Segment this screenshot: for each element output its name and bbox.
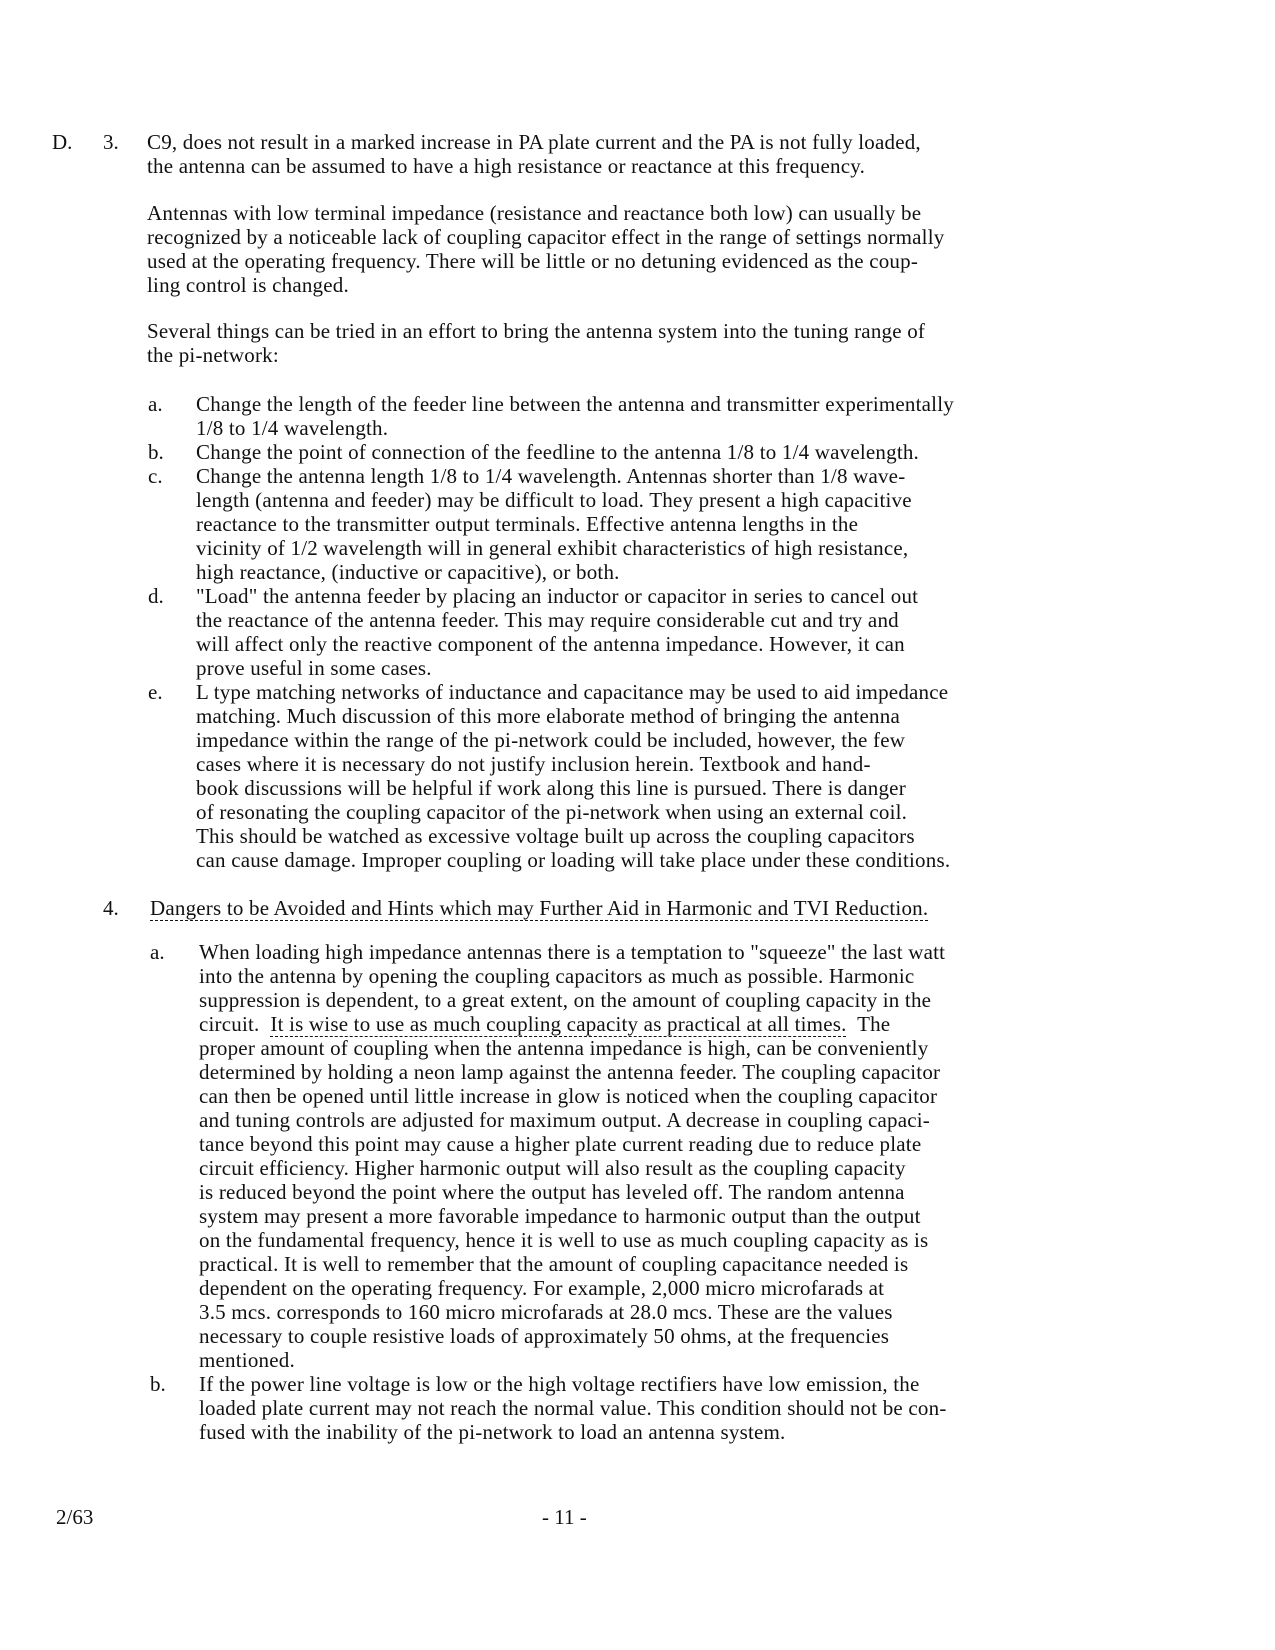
item-number: 4. bbox=[103, 896, 119, 920]
text-line: When loading high impedance antennas there is a temptation to "squeeze" the last watt bbox=[199, 940, 946, 964]
text-line: Change the antenna length 1/8 to 1/4 wavelength. Antennas shorter than 1/8 wave- bbox=[196, 464, 906, 488]
text-line: system may present a more favorable impedance to harmonic output than the output bbox=[199, 1204, 921, 1228]
text-line: practical. It is well to remember that the amount of coupling capacitance needed is bbox=[199, 1252, 909, 1276]
text-line: necessary to couple resistive loads of approximately 50 ohms, at the frequencies bbox=[199, 1324, 890, 1348]
text-fragment: The bbox=[846, 1012, 891, 1036]
section-heading: Dangers to be Avoided and Hints which may Further Aid in Harmonic and TVI Reduction. bbox=[150, 896, 929, 920]
text-line: suppression is dependent, to a great extent, on the amount of coupling capacity in the bbox=[199, 988, 932, 1012]
list-label: a. bbox=[148, 392, 163, 416]
text-line: reactance to the transmitter output terminals. Effective antenna lengths in the bbox=[196, 512, 859, 536]
text-line: recognized by a noticeable lack of coupling capacitor effect in the range of settings normally bbox=[147, 225, 945, 249]
text-line: book discussions will be helpful if work along this line is pursued. There is danger bbox=[196, 776, 906, 800]
list-label: c. bbox=[148, 464, 163, 488]
text-line: impedance within the range of the pi-network could be included, however, the few bbox=[196, 728, 906, 752]
text-line: the antenna can be assumed to have a high resistance or reactance at this frequency. bbox=[147, 154, 866, 178]
text-fragment: circuit. bbox=[199, 1012, 271, 1036]
text-line-underlined bbox=[199, 1012, 890, 1036]
text-line: can then be opened until little increase in glow is noticed when the coupling capacitor bbox=[199, 1084, 938, 1108]
text-line: circuit efficiency. Higher harmonic output will also result as the coupling capacity bbox=[199, 1156, 906, 1180]
page-number: - 11 - bbox=[542, 1505, 587, 1529]
text-line: the reactance of the antenna feeder. This may require considerable cut and try and bbox=[196, 608, 899, 632]
text-line: 3.5 mcs. corresponds to 160 micro microfarads at 28.0 mcs. These are the values bbox=[199, 1300, 893, 1324]
text-line: ling control is changed. bbox=[147, 273, 349, 297]
text-line: of resonating the coupling capacitor of the pi-network when using an external coil. bbox=[196, 800, 908, 824]
text-line: If the power line voltage is low or the high voltage rectifiers have low emission, the bbox=[199, 1372, 920, 1396]
text-line: proper amount of coupling when the antenna impedance is high, can be conveniently bbox=[199, 1036, 929, 1060]
text-line: cases where it is necessary do not justify inclusion herein. Textbook and hand- bbox=[196, 752, 871, 776]
text-line: Antennas with low terminal impedance (resistance and reactance both low) can usually be bbox=[147, 201, 922, 225]
text-line: into the antenna by opening the coupling capacitors as much as possible. Harmonic bbox=[199, 964, 915, 988]
text-line: determined by holding a neon lamp against the antenna feeder. The coupling capacitor bbox=[199, 1060, 941, 1084]
item-number: 3. bbox=[103, 130, 119, 154]
list-label: a. bbox=[150, 940, 165, 964]
text-line: high reactance, (inductive or capacitive), or both. bbox=[196, 560, 620, 584]
text-line: vicinity of 1/2 wavelength will in general exhibit characteristics of high resistance, bbox=[196, 536, 909, 560]
text-line: "Load" the antenna feeder by placing an inductor or capacitor in series to cancel out bbox=[196, 584, 919, 608]
text-line: matching. Much discussion of this more elaborate method of bringing the antenna bbox=[196, 704, 900, 728]
text-line: C9, does not result in a marked increase in PA plate current and the PA is not fully loaded, bbox=[147, 130, 921, 154]
text-line: can cause damage. Improper coupling or loading will take place under these conditions. bbox=[196, 848, 951, 872]
text-line: dependent on the operating frequency. For example, 2,000 micro microfarads at bbox=[199, 1276, 885, 1300]
text-line: on the fundamental frequency, hence it is well to use as much coupling capacity as is bbox=[199, 1228, 929, 1252]
text-line: This should be watched as excessive voltage built up across the coupling capacitors bbox=[196, 824, 915, 848]
footer-date: 2/63 bbox=[56, 1505, 94, 1529]
text-line: 1/8 to 1/4 wavelength. bbox=[196, 416, 389, 440]
text-line: loaded plate current may not reach the normal value. This condition should not be con- bbox=[199, 1396, 947, 1420]
text-line: length (antenna and feeder) may be difficult to load. They present a high capacitive bbox=[196, 488, 912, 512]
text-line: the pi-network: bbox=[147, 343, 279, 367]
text-line: L type matching networks of inductance and capacitance may be used to aid impedance bbox=[196, 680, 949, 704]
underlined-sentence: It is wise to use as much coupling capacity as practical at all times. bbox=[270, 1012, 847, 1036]
text-line: and tuning controls are adjusted for maximum output. A decrease in coupling capaci- bbox=[199, 1108, 930, 1132]
text-line: will affect only the reactive component of the antenna impedance. However, it can bbox=[196, 632, 905, 656]
text-line: is reduced beyond the point where the output has leveled off. The random antenna bbox=[199, 1180, 905, 1204]
list-label: b. bbox=[148, 440, 164, 464]
text-line: Change the length of the feeder line between the antenna and transmitter experimentally bbox=[196, 392, 954, 416]
section-letter: D. bbox=[52, 130, 73, 154]
text-line: fused with the inability of the pi-network to load an antenna system. bbox=[199, 1420, 786, 1444]
list-label: b. bbox=[150, 1372, 166, 1396]
text-line: Several things can be tried in an effort to bring the antenna system into the tuning range of bbox=[147, 319, 926, 343]
text-line: Change the point of connection of the feedline to the antenna 1/8 to 1/4 wavelength. bbox=[196, 440, 920, 464]
list-label: d. bbox=[148, 584, 164, 608]
text-line: tance beyond this point may cause a higher plate current reading due to reduce plate bbox=[199, 1132, 922, 1156]
list-label: e. bbox=[148, 680, 163, 704]
text-line: used at the operating frequency. There will be little or no detuning evidenced as the coup- bbox=[147, 249, 919, 273]
text-line: prove useful in some cases. bbox=[196, 656, 432, 680]
text-line: mentioned. bbox=[199, 1348, 295, 1372]
